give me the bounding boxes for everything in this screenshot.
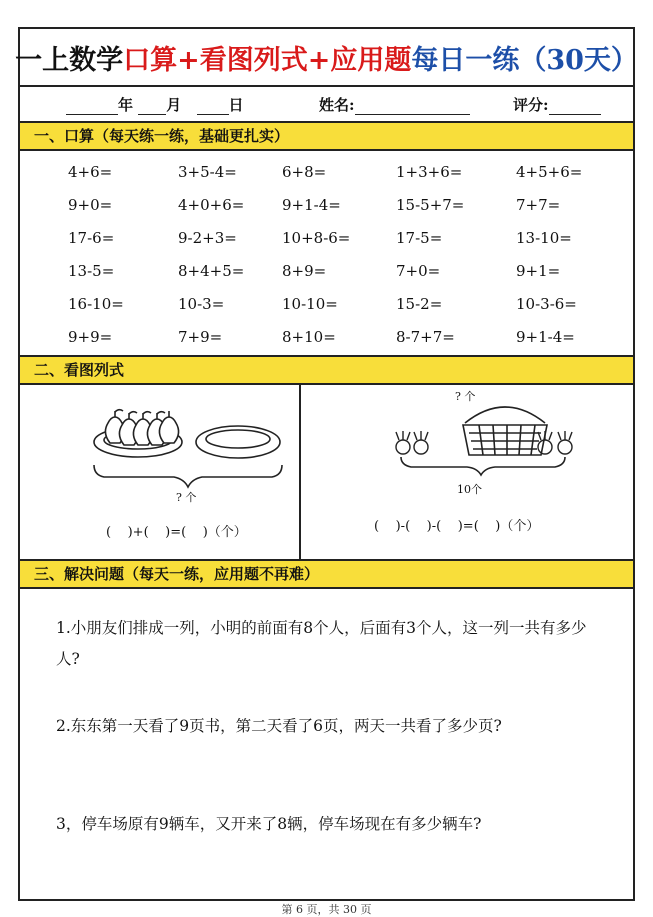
radish-basket-illustration <box>375 393 585 483</box>
calc-item: 10-3-6= <box>516 295 577 313</box>
calc-item: 10-3= <box>178 295 225 313</box>
calc-item: 6+8= <box>282 163 327 181</box>
calc-item: 8-7+7= <box>396 328 455 346</box>
calc-item: 9-2+3= <box>178 229 237 247</box>
calc-item: 4+5+6= <box>516 163 583 181</box>
basket-icon <box>463 407 547 455</box>
calc-item: 13-5= <box>68 262 115 280</box>
calc-item: 8+9= <box>282 262 327 280</box>
calc-item: 4+6= <box>68 163 113 181</box>
right-question-label: ? 个 <box>455 390 476 403</box>
section3-heading: 三、解决问题（每天一练，应用题不再难） <box>20 559 633 589</box>
calc-item: 4+0+6= <box>178 196 245 214</box>
info-row <box>20 85 633 123</box>
calc-item: 17-6= <box>68 229 115 247</box>
day-label: 日 <box>228 96 244 114</box>
plate-with-pears-icon <box>94 410 182 457</box>
left-question-label: ? 个 <box>176 491 197 504</box>
name-label: 姓名: <box>319 96 355 114</box>
calc-item: 15-5+7= <box>396 196 465 214</box>
brace-right-icon <box>401 457 565 475</box>
calc-item: 16-10= <box>68 295 124 313</box>
calc-item: 8+4+5= <box>178 262 245 280</box>
title-part-daily: 每日一练（30天） <box>411 44 638 76</box>
title-part-grade: 一上数学 <box>15 44 124 76</box>
year-blank[interactable] <box>66 99 118 115</box>
radish-left-icon <box>396 431 428 454</box>
day-blank[interactable] <box>197 99 229 115</box>
calc-item: 9+1-4= <box>282 196 341 214</box>
empty-plate-icon <box>196 426 280 458</box>
calc-item: 3+5-4= <box>178 163 237 181</box>
calc-item: 17-5= <box>396 229 443 247</box>
section1-heading: 一、口算（每天练一练，基础更扎实） <box>20 121 633 151</box>
left-formula: ( )+( )=( )（个） <box>106 525 247 540</box>
calc-item: 8+10= <box>282 328 336 346</box>
word-problems <box>20 591 633 899</box>
picture-divider <box>299 385 301 559</box>
problem-3: 3，停车场原有9辆车，又开来了8辆，停车场现在有多少辆车? <box>56 815 482 833</box>
calc-item: 9+1-4= <box>516 328 575 346</box>
name-blank[interactable] <box>355 99 470 115</box>
calc-item: 7+9= <box>178 328 223 346</box>
section2-heading: 二、看图列式 <box>20 355 633 385</box>
calc-item: 10-10= <box>282 295 338 313</box>
calc-item: 15-2= <box>396 295 443 313</box>
date-field <box>66 94 244 115</box>
score-label: 评分: <box>513 96 549 114</box>
score-field <box>513 94 601 115</box>
calc-item: 7+0= <box>396 262 441 280</box>
title-part-topics: 口算+看图列式+应用题 <box>123 44 412 76</box>
page-footer: 第 6 页，共 30 页 <box>281 903 372 916</box>
calc-item: 9+0= <box>68 196 113 214</box>
name-field <box>319 94 470 115</box>
score-blank[interactable] <box>549 99 601 115</box>
calc-item: 9+9= <box>68 328 113 346</box>
problem-2: 2.东东第一天看了9页书，第二天看了6页，两天一共看了多少页? <box>56 717 502 735</box>
page-title <box>15 29 638 87</box>
year-label: 年 <box>118 96 134 114</box>
right-total-label: 10个 <box>457 483 482 496</box>
calc-item: 10+8-6= <box>282 229 351 247</box>
pears-plates-illustration <box>80 395 290 495</box>
calc-item: 13-10= <box>516 229 572 247</box>
calc-item: 1+3+6= <box>396 163 463 181</box>
mental-math-grid <box>20 151 633 353</box>
brace-icon <box>94 465 282 487</box>
picture-problems <box>20 385 633 559</box>
calc-item: 9+1= <box>516 262 561 280</box>
problem-1: 1.小朋友们排成一列，小明的前面有8个人，后面有3个人，这一列一共有多少人? <box>56 619 587 668</box>
worksheet <box>15 27 638 901</box>
month-blank[interactable] <box>138 99 166 115</box>
right-formula: ( )-( )-( )=( )（个） <box>374 519 540 534</box>
calc-item: 7+7= <box>516 196 561 214</box>
month-label: 月 <box>166 96 182 114</box>
